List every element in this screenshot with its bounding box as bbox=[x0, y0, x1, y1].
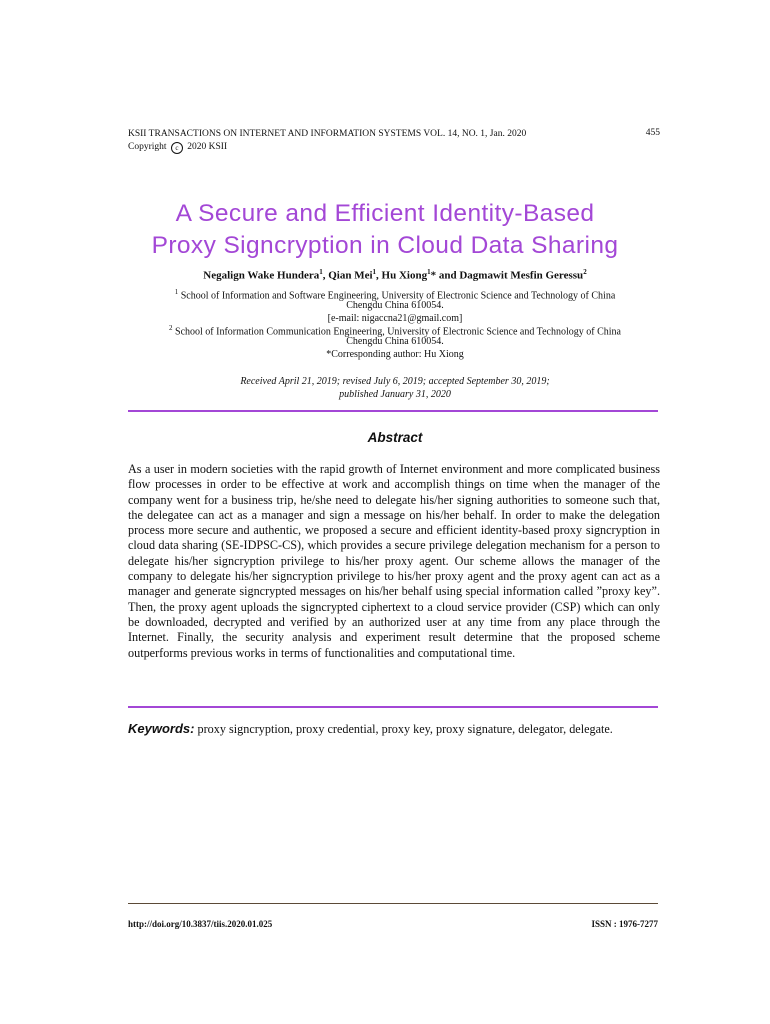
title-line-2: Proxy Signcryption in Cloud Data Sharing bbox=[151, 232, 619, 259]
footer-divider bbox=[128, 903, 658, 904]
author-name: Hu Xiong bbox=[381, 269, 428, 282]
author-name: Qian Mei bbox=[328, 269, 373, 282]
dates-line-1: Received April 21, 2019; revised July 6, 2019; accepted September 30, 2019; bbox=[240, 376, 550, 387]
keywords bbox=[128, 721, 660, 737]
title-line-1: A Secure and Efficient Identity-Based bbox=[175, 200, 595, 227]
affiliation-1-city: Chengdu China 610054. bbox=[346, 300, 444, 311]
issn: ISSN : 1976-7277 bbox=[591, 919, 658, 929]
author-affil-mark: 1 bbox=[319, 268, 323, 276]
abstract-body: As a user in modern societies with the rapid growth of Internet environment and more complicated business flow processes in order to be effective at work and accomplish things on time when the manager of the company went for a business trip, he/she need to delegate his/her signing authorities to someone such that, the delegatee can act as a manager and sign a message on his/her behalf. In order to make the delegation process more secure and authentic, we proposed a secure and efficient identity-based proxy signcryption in cloud data sharing (SE-IDPSC-CS), which provides a secure privilege delegation mechanism for a person to delegate his/her signcryption privilege to his/her proxy agent. Our scheme allows the manager of the company to delegate his/her signcryption privilege to his/her proxy agent and the proxy agent can act as a manager and generate signcrypted messages on his/her behalf using special information called ”proxy key”. Then, the proxy agent uploads the signcrypted ciphertext to a cloud service provider (CSP) which can only be downloaded, decrypted and verified by an authorized user at any time from any place through the Internet. Finally, the security analysis and experiment result determine that the proposed scheme outperforms previous works in terms of functionalities and computational time. bbox=[128, 462, 660, 660]
affiliation-text: School of Information and Software Engineering, University of Electronic Science and Technology of China bbox=[180, 290, 616, 302]
author-separator: , bbox=[322, 269, 329, 282]
author-name: Dagmawit Mesfin Geressu bbox=[459, 269, 584, 282]
affiliation-mark: 1 bbox=[174, 288, 179, 296]
author-separator: * and bbox=[430, 269, 460, 282]
keywords-text: proxy signcryption, proxy credential, proxy key, proxy signature, delegator, delegate. bbox=[197, 722, 613, 736]
abstract-heading: Abstract bbox=[367, 430, 423, 445]
author-separator: , bbox=[376, 269, 382, 282]
page-number: 455 bbox=[645, 128, 660, 138]
author-affil-mark: 1 bbox=[427, 268, 431, 276]
divider bbox=[128, 410, 658, 412]
doi-link[interactable]: http://doi.org/10.3837/tiis.2020.01.025 bbox=[128, 919, 273, 929]
dates-line-2: published January 31, 2020 bbox=[339, 389, 451, 400]
divider bbox=[128, 706, 658, 708]
affiliation-mark: 2 bbox=[169, 324, 173, 332]
corresponding-author: *Corresponding author: Hu Xiong bbox=[326, 349, 464, 360]
author-affil-mark: 1 bbox=[372, 268, 377, 276]
publication-dates bbox=[0, 375, 770, 401]
copyright-prefix: Copyright bbox=[128, 142, 167, 152]
copyright-suffix: 2020 KSII bbox=[187, 142, 228, 152]
copyright-icon: c bbox=[171, 142, 183, 154]
affiliation-2-city: Chengdu China 610054. bbox=[346, 336, 444, 347]
running-header bbox=[128, 128, 526, 154]
author-name: Negalign Wake Hundera bbox=[203, 269, 320, 282]
journal-line: KSII TRANSACTIONS ON INTERNET AND INFORMATION SYSTEMS VOL. 14, NO. 1, Jan. 2020 bbox=[128, 129, 527, 139]
keywords-label: Keywords: bbox=[128, 721, 195, 736]
author-email: [e-mail: nigaccna21@gmail.com] bbox=[327, 313, 463, 324]
affiliation-text: School of Information Communication Engineering, University of Electronic Science and Technology of China bbox=[175, 326, 621, 338]
author-list bbox=[0, 268, 770, 282]
paper-title bbox=[0, 198, 770, 262]
copyright-line bbox=[128, 141, 526, 154]
author-affil-mark: 2 bbox=[583, 268, 587, 276]
